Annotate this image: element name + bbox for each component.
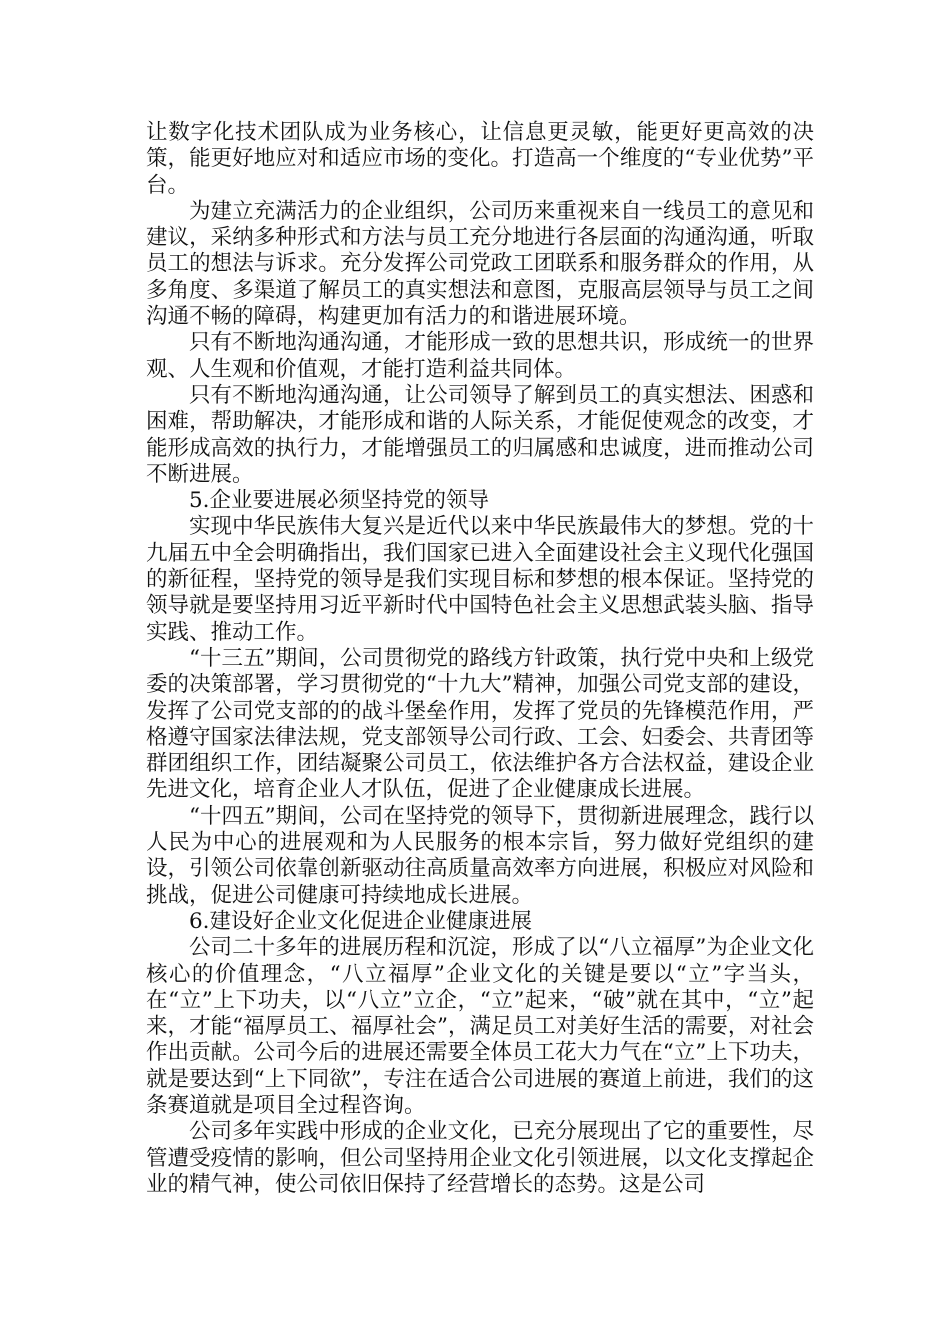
paragraph-13th-five-year: “十三五”期间，公司贯彻党的路线方针政策，执行党中央和上级党委的决策部署，学习贯彻党的“十九大”精神，加强公司党支部的建设，发挥了公司党支部的的战斗堡垒作用，发挥了党员的先锋模范作用，严格遵守国家法律法规，党支部领导公司行政、工会、妇委会、共青团等群团组织工作，团结凝聚公司员工，依法维护各方合法权益，建设企业先进文化，培育企业人才队伍，促进了企业健康成长进展。 [146,645,814,803]
paragraph-employee-communication: 为建立充满活力的企业组织，公司历来重视来自一线员工的意见和建议，采纳多种形式和方法与员工充分地进行各层面的沟通沟通，听取员工的想法与诉求。充分发挥公司党政工团联系和服务群众的作用，从多角度、多渠道了解员工的真实想法和意图，克服高层领导与员工之间沟通不畅的障碍，构建更加有活力的和谐进展环境。 [146,198,814,330]
paragraph-14th-five-year: “十四五”期间，公司在坚持党的领导下，贯彻新进展理念，践行以人民为中心的进展观和为人民服务的根本宗旨，努力做好党组织的建设，引领公司依靠创新驱动往高质量高效率方向进展，积极应对风险和挑战，促进公司健康可持续地成长进展。 [146,803,814,908]
paragraph-digital-team: 让数字化技术团队成为业务核心，让信息更灵敏，能更好更高效的决策，能更好地应对和适应市场的变化。打造高一个维度的“专业优势”平台。 [146,120,814,198]
section-heading-5: 5.企业要进展必须坚持党的领导 [189,488,490,514]
paragraph-culture-practice: 公司多年实践中形成的企业文化，已充分展现出了它的重要性，尽管遭受疫情的影响，但公司坚持用企业文化引领进展，以文化支撑起企业的精气神，使公司依旧保持了经营增长的态势。这是公司 [146,1119,814,1197]
paragraph-shared-values: 只有不断地沟通沟通，才能形成一致的思想共识，形成统一的世界观、人生观和价值观，才能打造利益共同体。 [146,330,814,382]
paragraph-leadership-understanding: 只有不断地沟通沟通，让公司领导了解到员工的真实想法、困惑和困难，帮助解决，才能形成和谐的人际关系，才能促使观念的改变，才能形成高效的执行力，才能增强员工的归属感和忠诚度，进而推动公司不断进展。 [146,382,814,487]
section-heading-6: 6.建设好企业文化促进企业健康进展 [189,908,533,934]
document-page [146,120,814,1198]
paragraph-national-rejuvenation: 实现中华民族伟大复兴是近代以来中华民族最伟大的梦想。党的十九届五中全会明确指出，我们国家已进入全面建设社会主义现代化强国的新征程，坚持党的领导是我们实现目标和梦想的根本保证。坚持党的领导就是要坚持用习近平新时代中国特色社会主义思想武装头脑、指导实践、推动工作。 [146,514,814,645]
paragraph-corporate-culture-values: 公司二十多年的进展历程和沉淀，形成了以“八立福厚”为企业文化核心的价值理念，“八立福厚”企业文化的关键是要以“立”字当头，在“立”上下功夫，以“八立”立企，“立”起来，“破”就在其中，“立”起来，才能“福厚员工、福厚社会”，满足员工对美好生活的需要，对社会作出贡献。公司今后的进展还需要全体员工花大力气在“立”上下功夫，就是要达到“上下同欲”，专注在适合公司进展的赛道上前进，我们的这条赛道就是项目全过程咨询。 [146,935,814,1118]
